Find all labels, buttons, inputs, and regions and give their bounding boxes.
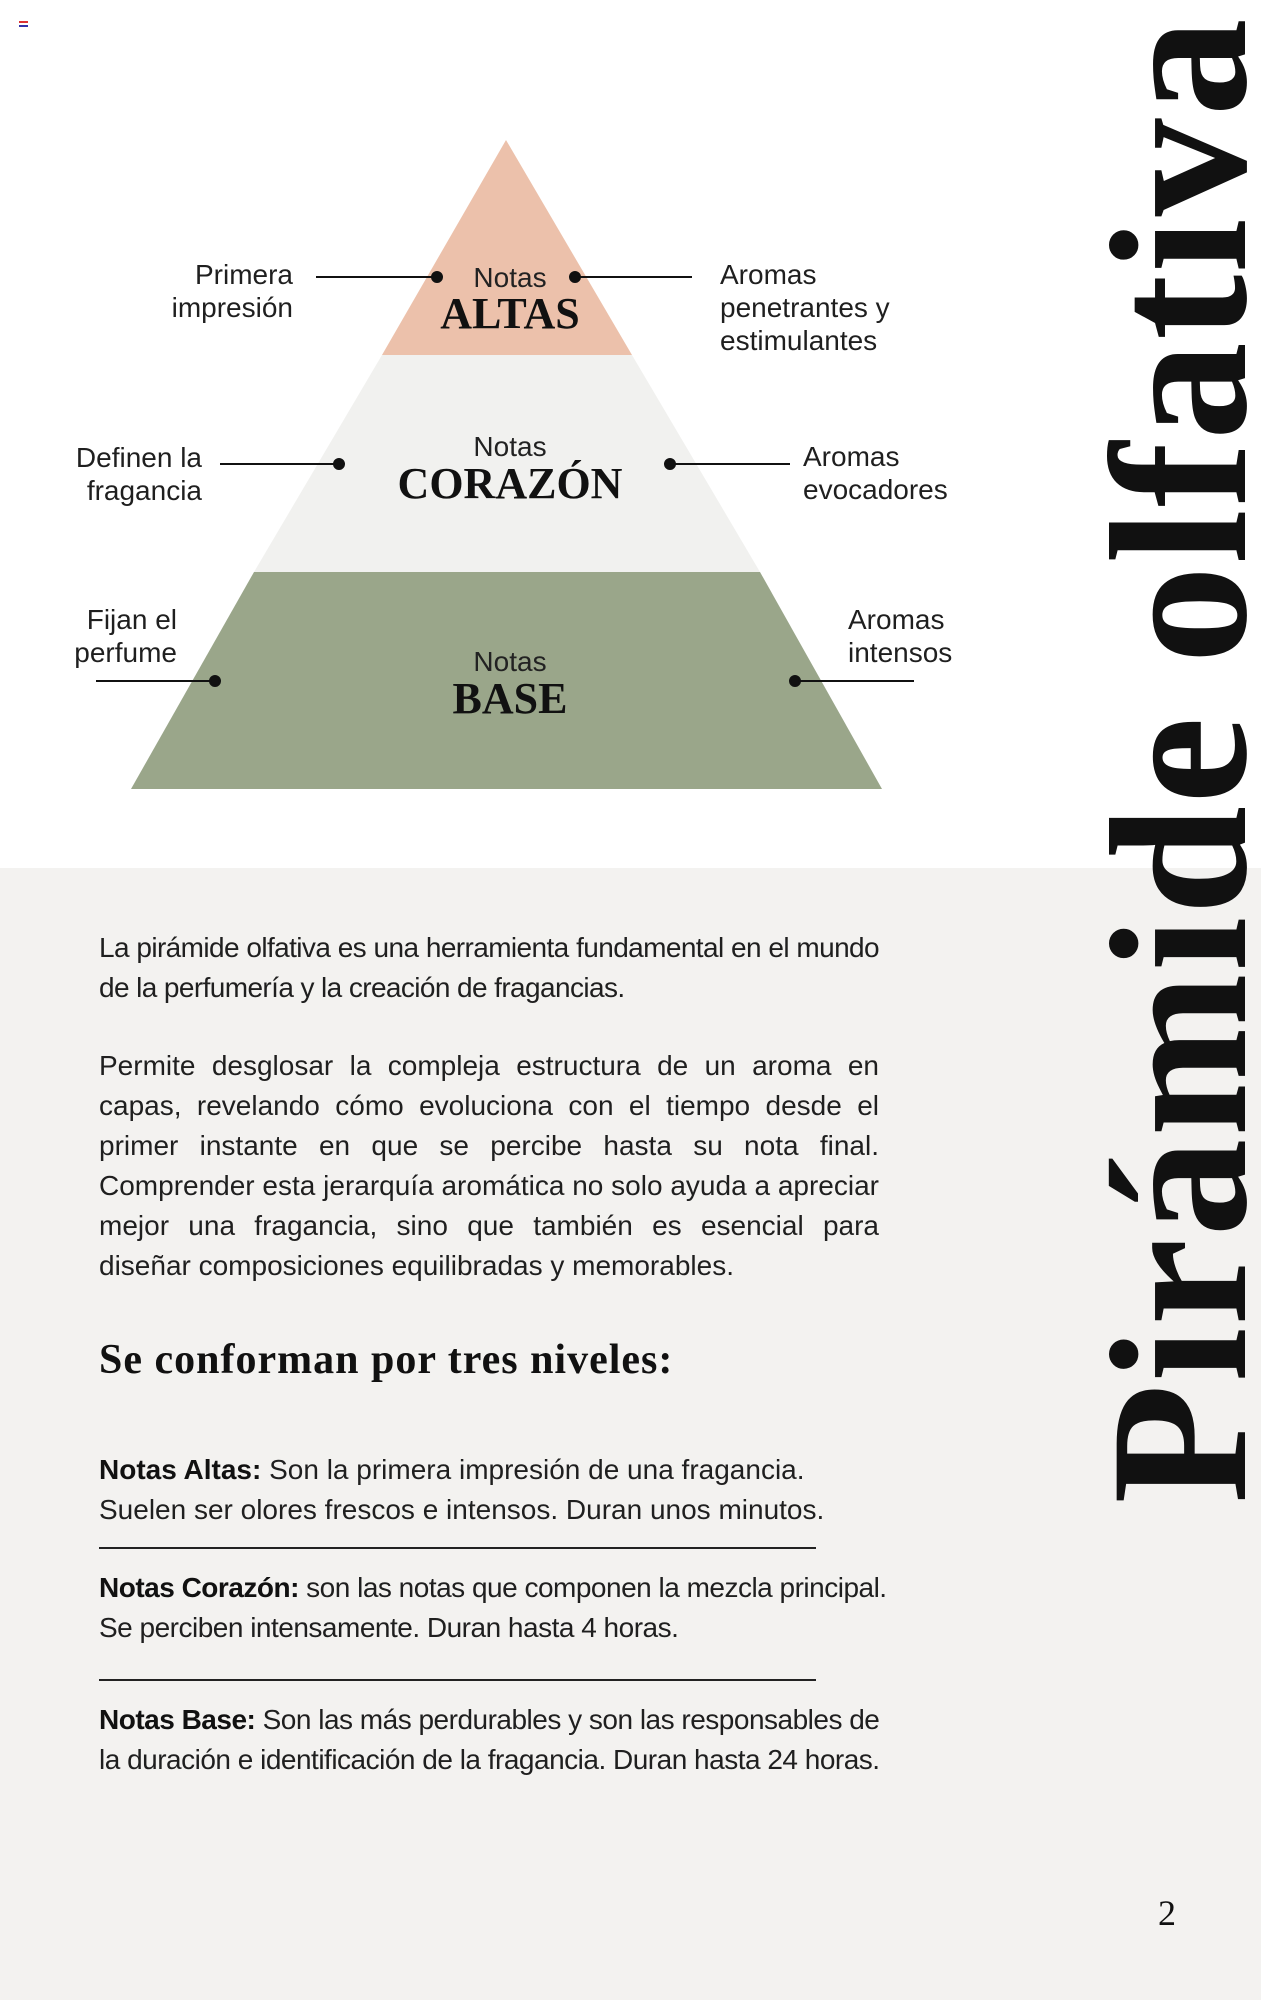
- bottom-right-line-1: Aromas: [848, 604, 945, 635]
- level-text: Son la primera impresión de una fragancia. Suelen ser olores frescos e intensos. Duran unos minutos.: [99, 1454, 825, 1525]
- middle-layer-name: CORAZÓN: [397, 459, 623, 508]
- middle-left-line-2: fragancia: [86, 475, 202, 506]
- level-text: son las notas que componen la mezcla principal. Se perciben intensamente. Duran hasta 4 horas.: [99, 1572, 887, 1643]
- level-base: [99, 1700, 889, 1780]
- bottom-layer-name: BASE: [452, 674, 568, 723]
- middle-right-line-1: Aromas: [803, 441, 900, 472]
- divider: [99, 1679, 816, 1681]
- top-layer-name: ALTAS: [440, 289, 580, 338]
- bottom-layer-label: Notas: [473, 646, 547, 677]
- top-right-line-1: Aromas: [720, 259, 817, 290]
- intro-paragraph-1: La pirámide olfativa es una herramienta fundamental en el mundo de la perfumería y la creación de fragancias.: [99, 932, 879, 1003]
- level-altas: [99, 1450, 889, 1530]
- divider: [99, 1547, 816, 1549]
- level-term: Notas Base:: [99, 1704, 256, 1735]
- intro-paragraph-2: Permite desglosar la compleja estructura de un aroma en capas, revelando cómo evoluciona con el tiempo desde el primer instante en que se percibe hasta su nota final. Comprender esta jerarquía aromática no solo ayuda a apreciar mejor una fragancia, sino que también es esencial para diseñar composiciones equilibradas y memorables.: [99, 1050, 879, 1281]
- level-text: Son las más perdurables y son las responsables de la duración e identificación de la fragancia. Duran hasta 24 horas.: [99, 1704, 880, 1775]
- top-right-line-2: penetrantes y: [720, 292, 890, 323]
- middle-right-line-2: evocadores: [803, 474, 948, 505]
- level-term: Notas Corazón:: [99, 1572, 299, 1603]
- bottom-left-line-1: Fijan el: [86, 604, 177, 635]
- bottom-right-line-2: intensos: [848, 637, 953, 668]
- middle-left-line-1: Definen la: [75, 442, 202, 473]
- top-layer-label: Notas: [473, 262, 547, 293]
- page-title-vertical: Pirámide olfativa: [1071, 16, 1288, 1504]
- bottom-left-line-2: perfume: [74, 637, 177, 668]
- level-corazon: [99, 1568, 889, 1648]
- levels-heading: Se conforman por tres niveles:: [99, 1337, 674, 1383]
- top-left-line-1: Primera: [194, 259, 293, 290]
- middle-layer-label: Notas: [473, 431, 547, 462]
- top-left-line-2: impresión: [171, 292, 293, 323]
- page-number: 2: [1158, 1893, 1176, 1933]
- level-term: Notas Altas:: [99, 1454, 262, 1485]
- top-right-line-3: estimulantes: [720, 325, 878, 356]
